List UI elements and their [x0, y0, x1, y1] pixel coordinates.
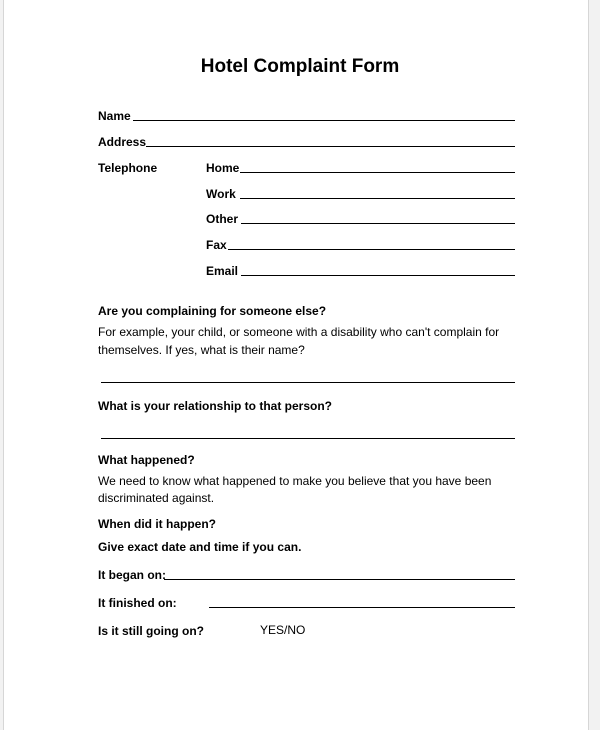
- home-phone-label: Home: [206, 161, 240, 175]
- document-page: [3, 0, 589, 730]
- finished-on-field-line[interactable]: [209, 607, 515, 608]
- someone-else-help-line2: themselves. If yes, what is their name?: [98, 343, 305, 357]
- other-phone-field-line[interactable]: [241, 223, 515, 224]
- form-title: Hotel Complaint Form: [200, 56, 400, 77]
- began-on-field-line[interactable]: [164, 579, 515, 580]
- fax-field-line[interactable]: [228, 249, 515, 250]
- when-question: When did it happen?: [98, 517, 216, 531]
- yes-no-options[interactable]: YES/NO: [260, 623, 306, 637]
- relationship-question: What is your relationship to that person?: [98, 399, 333, 413]
- address-field-line[interactable]: [146, 146, 515, 147]
- still-going-on-label: Is it still going on?: [98, 624, 204, 638]
- email-field-line[interactable]: [241, 275, 515, 276]
- work-phone-label: Work: [206, 187, 236, 201]
- began-on-label: It began on:: [98, 568, 166, 582]
- someone-else-question: Are you complaining for someone else?: [98, 304, 327, 318]
- email-label: Email: [206, 264, 239, 278]
- finished-on-label: It finished on:: [98, 596, 177, 610]
- what-happened-help-line2: discriminated against.: [98, 491, 215, 505]
- name-label: Name: [98, 109, 131, 123]
- home-phone-field-line[interactable]: [240, 172, 515, 173]
- what-happened-question: What happened?: [98, 453, 195, 467]
- what-happened-help-line1: We need to know what happened to make you believe that you have been: [98, 474, 492, 488]
- address-label: Address: [98, 135, 147, 149]
- other-phone-label: Other: [206, 212, 239, 226]
- relationship-field-line[interactable]: [101, 438, 515, 439]
- fax-label: Fax: [206, 238, 227, 252]
- someone-else-name-field-line[interactable]: [101, 382, 515, 383]
- telephone-label: Telephone: [98, 161, 158, 175]
- name-field-line[interactable]: [133, 120, 515, 121]
- someone-else-help-line1: For example, your child, or someone with a disability who can't complain for: [98, 325, 500, 339]
- exact-date-instruction: Give exact date and time if you can.: [98, 540, 302, 554]
- work-phone-field-line[interactable]: [240, 198, 515, 199]
